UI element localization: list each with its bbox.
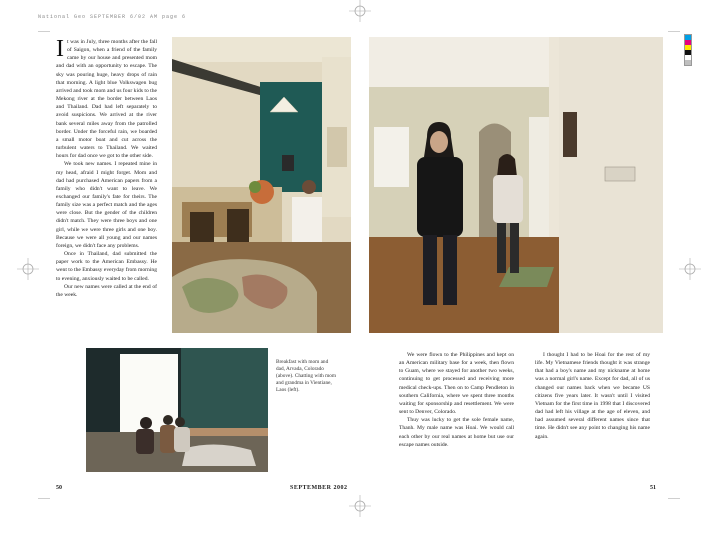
photo-hallway-portrait <box>369 37 663 333</box>
photo-caption: Breakfast with mom and dad, Arvada, Colorado (above). Chatting with mom and grandma in Vientiane, Laos (left). <box>276 359 337 393</box>
right-page-number: 51 <box>650 485 656 491</box>
paragraph-4: Our new names were called at the end of the week. <box>56 283 157 298</box>
bottom-trim-rule-right <box>668 498 680 499</box>
paragraph-1: We were flown to the Philippines and kept on an American military base for a week, then flown to Guam, where we stayed for another two weeks, continuing to get processed and receiving more medical check-ups. Then on to Camp Pendleton in southern California, where we spent three months waiting for sponsorship and resettlement. We were sent to Denver, Colorado. <box>399 352 514 416</box>
left-text-column <box>56 38 157 299</box>
photo-kitchen-breakfast <box>172 37 351 333</box>
top-trim-rule-right <box>668 31 680 32</box>
bottom-trim-rule-left <box>38 498 50 499</box>
color-swatch <box>685 60 691 65</box>
registration-mark-right-icon <box>679 258 701 280</box>
paragraph-2: We took new names. I repeated mine in my head, afraid I might forget. Mom and dad had purchased American papers from a family who didn't want to leave. We exchanged our family's fate for theirs. The family size was a perfect match and the ages were close. But the gender of the children didn't match. They were three boys and one girl, while we were three girls and one boy. Because we were all young and our names foreign, we didn't face any problems. <box>56 161 157 249</box>
middle-text-column <box>399 351 514 449</box>
paragraph-1-text: t was in July, three months after the fall of Saigon, when a friend of the family came by our house and presented mom and dad with an opportunity to escape. The sky was pouring huge, heavy drops of rain that morning. A light blue Volkswagen bug arrived and took mom and us four kids to the Mekong river at the border between Laos and Thailand. Dad had left separately to avoid suspicions. We arrived at the river bank several miles away from the patrolled border. Under the forceful rain, we boarded a small motor boat and cut across the turbulent waters to Thailand. We waited hours for dad once we got to the other side. <box>56 39 157 160</box>
registration-mark-bottom-icon <box>349 495 371 517</box>
paragraph-1: I thought I had to be Hoai for the rest of my life. My Vietnamese friends thought it was strange that had a boy's name and my nickname at home was a normal girl's name. Except for dad, all of us changed our names back when we became US citizens five years later. It wasn't until I visited Vietnam for the first time in 1998 that I discovered dad had left his village at the age of eleven, and had assumed several different names since that time. He didn't see any point to changing his name again. <box>535 352 650 440</box>
paragraph-2: Thuy was lucky to get the sole female name, Thanh. My male name was Hoai. We would call each other by our real names at home but use our escape names outside. <box>399 417 514 448</box>
paragraph-1 <box>56 38 157 160</box>
hallway-photo-image <box>369 37 663 333</box>
registration-mark-top-icon <box>349 0 371 22</box>
paragraph-3: Once in Thailand, dad submitted the paper work to the American Embassy. He went to the Embassy everyday from morning to evening, anxiously waited to be called. <box>56 251 157 282</box>
right-text-column <box>535 351 650 441</box>
photo-vientiane-family <box>86 348 268 472</box>
color-bar <box>684 34 692 66</box>
left-page-number: 50 <box>56 485 62 491</box>
drop-cap: I <box>56 36 64 62</box>
registration-mark-left-icon <box>17 258 39 280</box>
issue-date: SEPTEMBER 2002 <box>290 485 348 491</box>
top-trim-rule-left <box>38 31 50 32</box>
kitchen-photo-image <box>172 37 351 333</box>
vientiane-photo-image <box>86 348 268 472</box>
slug-line: National Geo SEPTEMBER 6/02 AM page 6 <box>38 14 187 20</box>
